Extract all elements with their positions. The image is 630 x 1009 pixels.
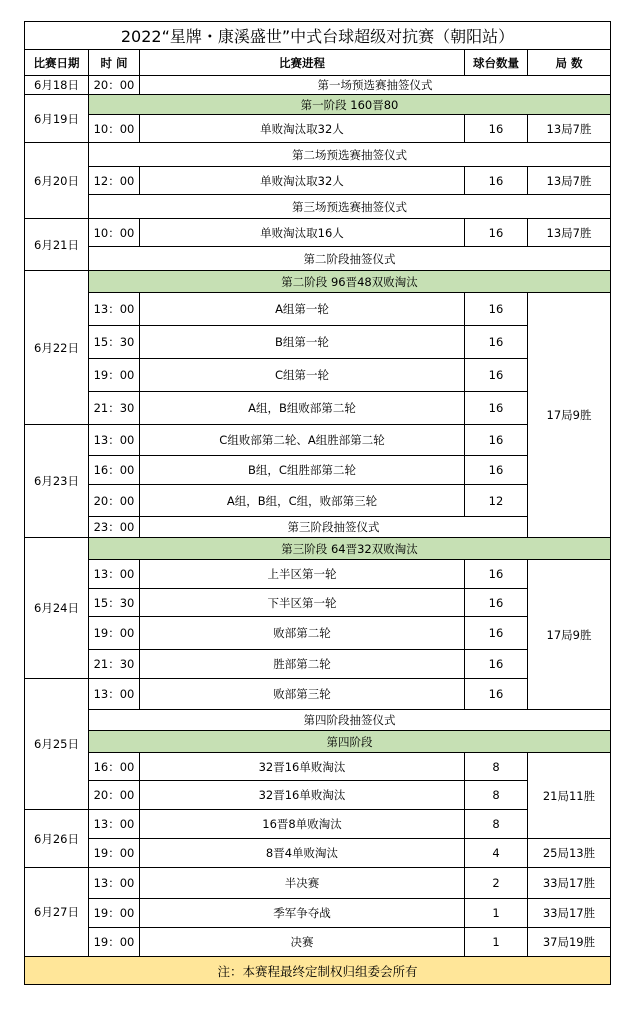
table-row: [25, 710, 611, 731]
time-cell: 19：00: [89, 899, 140, 928]
date-cell: 6月23日: [25, 425, 89, 538]
date-cell: 6月21日: [25, 219, 89, 271]
stage-banner: 第二阶段 96晋48双败淘汰: [89, 271, 611, 293]
header-frames: 局 数: [528, 50, 611, 76]
time-cell: 10：00: [89, 219, 140, 247]
draw-ceremony: 第一场预选赛抽签仪式: [140, 76, 611, 95]
tables-cell: 16: [465, 115, 528, 143]
table-row: [25, 167, 611, 195]
tables-cell: 16: [465, 392, 528, 425]
table-row: [25, 293, 611, 326]
schedule-table: [24, 21, 611, 985]
date-cell: 6月26日: [25, 810, 89, 868]
frames-cell: 33局17胜: [528, 899, 611, 928]
tables-cell: 16: [465, 326, 528, 359]
tables-cell: 16: [465, 617, 528, 650]
table-row: [25, 650, 611, 679]
event-cell: 8晋4单败淘汰: [140, 839, 465, 868]
event-cell: 败部第二轮: [140, 617, 465, 650]
event-cell: 16晋8单败淘汰: [140, 810, 465, 839]
time-cell: 13：00: [89, 425, 140, 456]
time-cell: 20：00: [89, 76, 140, 95]
time-cell: 21：30: [89, 650, 140, 679]
header-date: 比赛日期: [25, 50, 89, 76]
header-progress: 比赛进程: [140, 50, 465, 76]
header-time: 时 间: [89, 50, 140, 76]
table-row: [25, 456, 611, 485]
table-row: [25, 425, 611, 456]
time-cell: 13：00: [89, 868, 140, 899]
event-cell: A组，B组，C组，败部第三轮: [140, 485, 465, 517]
time-cell: 13：00: [89, 560, 140, 589]
frames-cell: 13局7胜: [528, 167, 611, 195]
schedule-container: [24, 21, 610, 985]
tables-cell: 16: [465, 679, 528, 710]
table-row: [25, 810, 611, 839]
table-row: [25, 560, 611, 589]
table-row: [25, 679, 611, 710]
event-cell: 32晋16单败淘汰: [140, 781, 465, 810]
frames-cell: 13局7胜: [528, 219, 611, 247]
tables-cell: 16: [465, 167, 528, 195]
event-cell: B组第一轮: [140, 326, 465, 359]
date-cell: 6月19日: [25, 95, 89, 143]
frames-cell: 25局13胜: [528, 839, 611, 868]
table-row: [25, 899, 611, 928]
event-cell: 半决赛: [140, 868, 465, 899]
time-cell: 16：00: [89, 456, 140, 485]
date-cell: 6月25日: [25, 679, 89, 810]
date-cell: 6月20日: [25, 143, 89, 219]
stage-banner: 第四阶段: [89, 731, 611, 753]
table-row: [25, 485, 611, 517]
header-tables: 球台数量: [465, 50, 528, 76]
stage-banner: 第一阶段 160晋80: [89, 95, 611, 115]
tables-cell: 16: [465, 589, 528, 617]
footer-note: 注：本赛程最终定制权归组委会所有: [25, 957, 611, 985]
event-cell: 决赛: [140, 928, 465, 957]
date-cell: 6月18日: [25, 76, 89, 95]
tables-cell: 8: [465, 810, 528, 839]
frames-cell: 13局7胜: [528, 115, 611, 143]
page-title: 2022“星牌・康溪盛世”中式台球超级对抗赛（朝阳站）: [25, 22, 611, 50]
frames-cell: 17局9胜: [528, 293, 611, 538]
table-row: [25, 617, 611, 650]
time-cell: 23：00: [89, 517, 140, 538]
tables-cell: 12: [465, 485, 528, 517]
table-row: [25, 517, 611, 538]
table-row: [25, 219, 611, 247]
date-cell: 6月27日: [25, 868, 89, 957]
event-cell: A组第一轮: [140, 293, 465, 326]
date-cell: 6月22日: [25, 271, 89, 425]
tables-cell: 1: [465, 928, 528, 957]
time-cell: 20：00: [89, 485, 140, 517]
table-row: [25, 76, 611, 95]
table-row: [25, 753, 611, 781]
event-cell: 32晋16单败淘汰: [140, 753, 465, 781]
table-row: [25, 589, 611, 617]
time-cell: 19：00: [89, 839, 140, 868]
time-cell: 21：30: [89, 392, 140, 425]
table-row: [25, 143, 611, 167]
draw-ceremony: 第三阶段抽签仪式: [140, 517, 528, 538]
tables-cell: 16: [465, 456, 528, 485]
time-cell: 19：00: [89, 617, 140, 650]
frames-cell: 33局17胜: [528, 868, 611, 899]
date-cell: 6月24日: [25, 538, 89, 679]
draw-ceremony: 第二场预选赛抽签仪式: [89, 143, 611, 167]
table-row: [25, 326, 611, 359]
draw-ceremony: 第三场预选赛抽签仪式: [89, 195, 611, 219]
tables-cell: 16: [465, 650, 528, 679]
stage-row: [25, 538, 611, 560]
time-cell: 13：00: [89, 679, 140, 710]
time-cell: 19：00: [89, 928, 140, 957]
table-row: [25, 868, 611, 899]
table-row: [25, 928, 611, 957]
table-row: [25, 359, 611, 392]
event-cell: 单败淘汰取16人: [140, 219, 465, 247]
tables-cell: 16: [465, 293, 528, 326]
time-cell: 12：00: [89, 167, 140, 195]
event-cell: 下半区第一轮: [140, 589, 465, 617]
tables-cell: 8: [465, 781, 528, 810]
time-cell: 13：00: [89, 810, 140, 839]
tables-cell: 8: [465, 753, 528, 781]
event-cell: 单败淘汰取32人: [140, 115, 465, 143]
draw-ceremony: 第二阶段抽签仪式: [89, 247, 611, 271]
draw-ceremony: 第四阶段抽签仪式: [89, 710, 611, 731]
tables-cell: 16: [465, 219, 528, 247]
frames-cell: 37局19胜: [528, 928, 611, 957]
tables-cell: 16: [465, 359, 528, 392]
tables-cell: 1: [465, 899, 528, 928]
table-row: [25, 247, 611, 271]
table-row: [25, 781, 611, 810]
event-cell: A组，B组败部第二轮: [140, 392, 465, 425]
tables-cell: 16: [465, 425, 528, 456]
tables-cell: 4: [465, 839, 528, 868]
event-cell: C组败部第二轮、A组胜部第二轮: [140, 425, 465, 456]
tables-cell: 16: [465, 560, 528, 589]
event-cell: C组第一轮: [140, 359, 465, 392]
table-row: [25, 839, 611, 868]
stage-row: [25, 731, 611, 753]
table-row: [25, 115, 611, 143]
event-cell: 季军争夺战: [140, 899, 465, 928]
stage-row: [25, 95, 611, 115]
time-cell: 15：30: [89, 326, 140, 359]
tables-cell: 2: [465, 868, 528, 899]
frames-cell: 17局9胜: [528, 560, 611, 710]
time-cell: 19：00: [89, 359, 140, 392]
time-cell: 20：00: [89, 781, 140, 810]
table-row: [25, 195, 611, 219]
frames-cell: 21局11胜: [528, 753, 611, 839]
time-cell: 15：30: [89, 589, 140, 617]
event-cell: B组，C组胜部第二轮: [140, 456, 465, 485]
event-cell: 败部第三轮: [140, 679, 465, 710]
time-cell: 10：00: [89, 115, 140, 143]
table-row: [25, 392, 611, 425]
time-cell: 16：00: [89, 753, 140, 781]
event-cell: 单败淘汰取32人: [140, 167, 465, 195]
header-row: [25, 50, 611, 76]
stage-row: [25, 271, 611, 293]
stage-banner: 第三阶段 64晋32双败淘汰: [89, 538, 611, 560]
event-cell: 上半区第一轮: [140, 560, 465, 589]
time-cell: 13：00: [89, 293, 140, 326]
event-cell: 胜部第二轮: [140, 650, 465, 679]
